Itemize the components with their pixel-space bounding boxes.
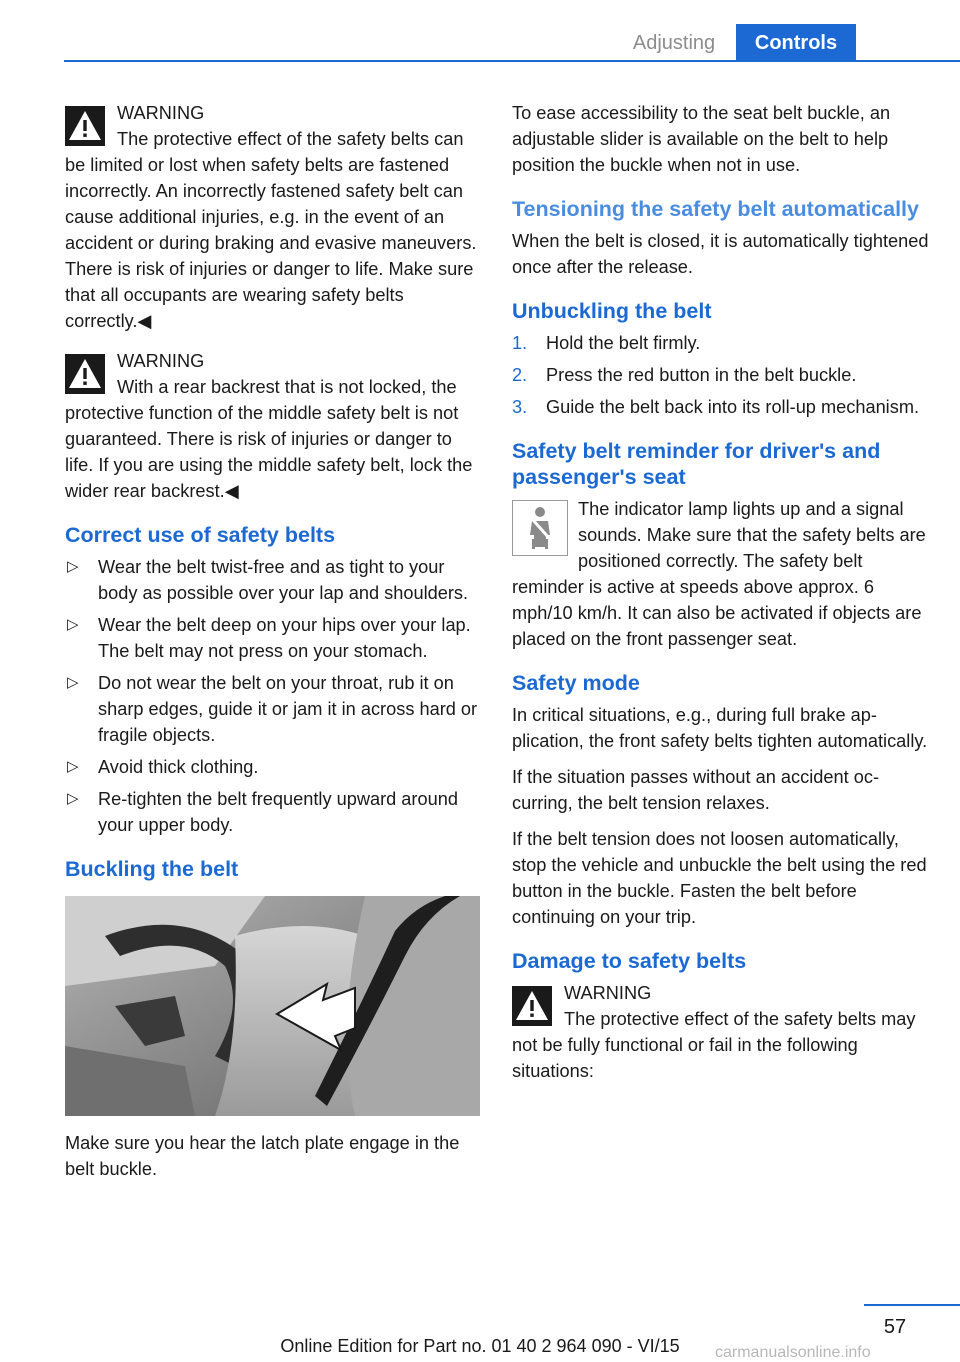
bullet-list xyxy=(65,554,480,838)
list-item: 3. Guide the belt back into its roll-up mechanism. xyxy=(512,397,920,417)
footer-rule xyxy=(864,1304,960,1306)
chapter-tab: Controls xyxy=(736,24,856,62)
triangle-bullet-icon: ▷ xyxy=(67,616,79,633)
paragraph: If the situation passes without an accident occurring, the belt tension relaxes. xyxy=(512,767,879,813)
triangle-bullet-icon: ▷ xyxy=(67,790,79,807)
triangle-bullet-icon: ▷ xyxy=(67,674,79,691)
list-item: ▷ Avoid thick clothing. xyxy=(65,754,480,780)
list-item: ▷ Do not wear the belt on your throat, rub it on sharp edges, guide it or jam it in across hard or fragile objects. xyxy=(65,670,480,748)
paragraph: The indicator lamp lights up and a signal sounds. Make sure that the safety belts are positioned correctly. The safety belt reminder is active at speeds above approx. 6 mph/10 km/h. It can also be activated if objects are placed on the front passenger seat. xyxy=(512,499,926,649)
seat-belt-photo xyxy=(65,896,480,1116)
warning-text: With a rear backrest that is not locked, the protective function of the middle safety belt is not guaranteed. There is risk of injuries or danger to life. If you are using the middle safety belt, lock the wider rear backrest.◀ xyxy=(65,377,473,501)
list-item: ▷ Wear the belt twist-free and as tight to your body as possible over your lap and shoulders. xyxy=(65,554,480,606)
warning-text: The protective effect of the safety belts can be limited or lost when safety belts are fastened incorrectly. An incorrectly fastened safety belt can cause additional injuries, e.g. in the event of an accident or during braking and evasive maneuvers. There is risk of injuries or danger to life. Make sure that all occupants are wearing safety belts correctly.◀ xyxy=(65,129,477,331)
paragraph: In critical situations, e.g., during full brake application, the front safety belts tighten automatically. xyxy=(512,705,928,751)
page-header xyxy=(0,0,960,62)
list-item: ▷ Re-tighten the belt frequently upward around your upper body. xyxy=(65,786,480,838)
photo-caption: Make sure you hear the latch plate engage in the belt buckle. xyxy=(65,1133,460,1179)
warning-block xyxy=(512,980,930,1084)
section-heading: Correct use of safety belts xyxy=(65,523,336,547)
warning-icon xyxy=(512,986,552,1026)
reminder-block xyxy=(512,496,930,652)
warning-icon xyxy=(65,106,105,146)
section-heading: Safety mode xyxy=(512,671,640,695)
warning-text: The protective effect of the safety belts may not be fully functional or fail in the following situations: xyxy=(512,1009,916,1081)
page-number: 57 xyxy=(883,1316,907,1338)
list-item: ▷ Wear the belt deep on your hips over your lap. The belt may not press on your stomach. xyxy=(65,612,480,664)
left-column xyxy=(65,100,480,1192)
warning-title: WARNING xyxy=(117,103,205,123)
paragraph: If the belt tension does not loosen automatically, stop the vehicle and unbuckle the belt using the red button in the buckle. Fasten the belt before continuing on your trip. xyxy=(512,829,927,927)
seatbelt-indicator-icon xyxy=(512,500,568,556)
subsection-heading: Tensioning the safety belt automatically xyxy=(512,197,919,221)
section-heading: Unbuckling the belt xyxy=(512,299,712,323)
paragraph: When the belt is closed, it is automatically tightened once after the release. xyxy=(512,231,929,277)
numbered-list xyxy=(512,330,930,420)
list-item: 1. Hold the belt firmly. xyxy=(512,333,701,353)
section-heading: Safety belt reminder for driver's and passenger's seat xyxy=(512,439,881,489)
right-column xyxy=(512,100,930,1098)
list-item: 2. Press the red button in the belt buckle. xyxy=(512,365,857,385)
section-heading: Buckling the belt xyxy=(65,857,239,881)
warning-block xyxy=(65,100,480,334)
edition-footer: Online Edition for Part no. 01 40 2 964 090 - VI/15 xyxy=(280,1336,680,1356)
section-tab: Adjusting xyxy=(632,32,716,54)
warning-icon xyxy=(65,354,105,394)
warning-title: WARNING xyxy=(117,351,205,371)
triangle-bullet-icon: ▷ xyxy=(67,558,79,575)
watermark: carmanualsonline.info xyxy=(715,1344,871,1361)
warning-title: WARNING xyxy=(564,983,652,1003)
section-heading: Damage to safety belts xyxy=(512,949,747,973)
header-rule xyxy=(64,60,960,62)
intro-paragraph: To ease accessibility to the seat belt buckle, an adjustable slider is available on the belt to help position the buckle when not in use. xyxy=(512,103,891,175)
triangle-bullet-icon: ▷ xyxy=(67,758,79,775)
warning-block xyxy=(65,348,480,504)
